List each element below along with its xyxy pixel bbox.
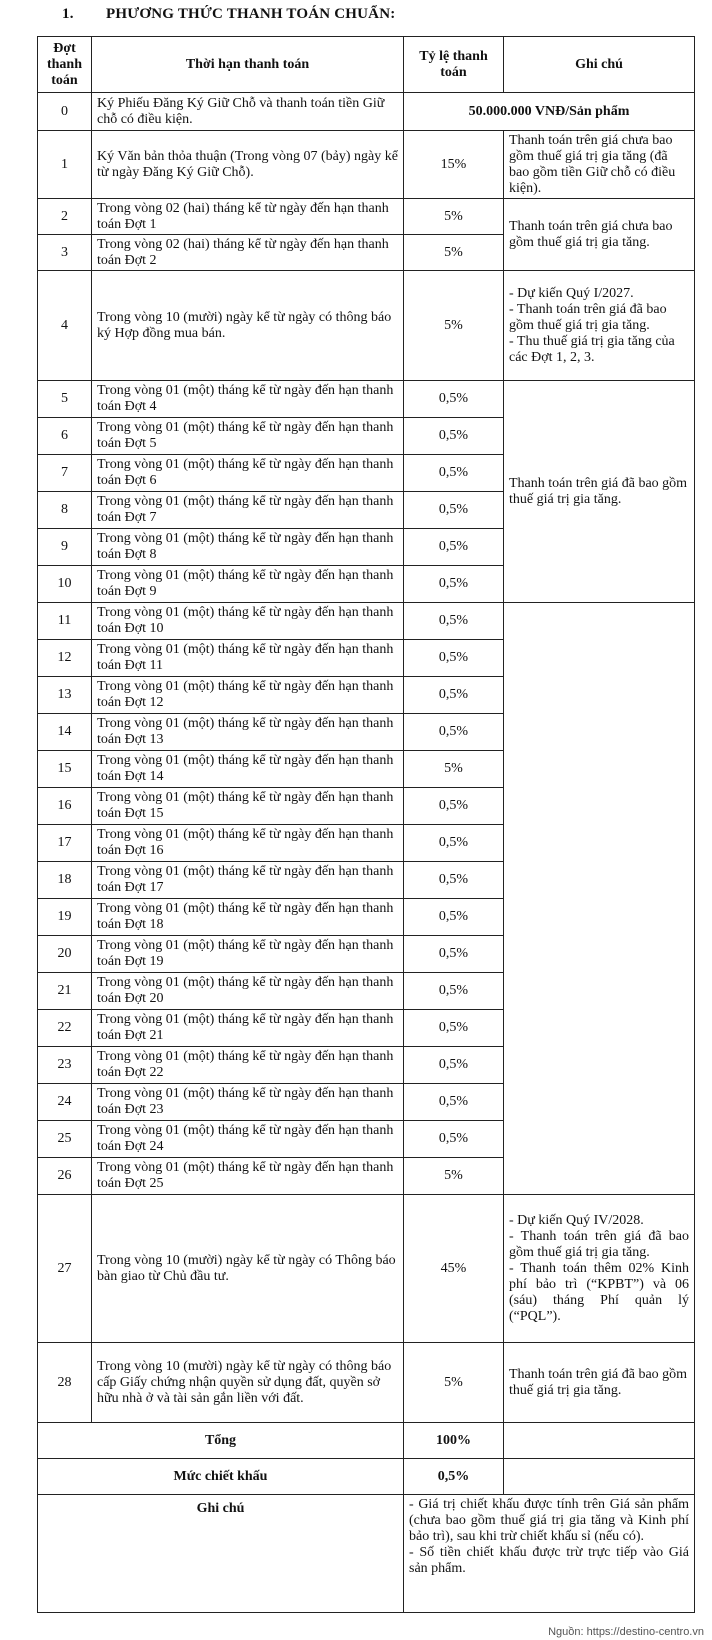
row-number: 20 [38, 936, 92, 973]
row-deadline: Trong vòng 01 (một) tháng kể từ ngày đến hạn thanh toán Đợt 22 [92, 1047, 404, 1084]
row-deadline: Trong vòng 01 (một) tháng kể từ ngày đến hạn thanh toán Đợt 8 [92, 529, 404, 566]
row-number: 19 [38, 899, 92, 936]
row-rate: 0,5% [404, 381, 504, 418]
note-line: - Thanh toán thêm 02% Kinh phí bảo trì (“KPBT”) và 06 (sáu) tháng Phí quản lý (“PQL”). [509, 1260, 689, 1324]
row-rate: 0,5% [404, 1010, 504, 1047]
row-rate: 0,5% [404, 455, 504, 492]
row-number: 27 [38, 1195, 92, 1343]
note-line: - Thu thuế giá trị gia tăng của các Đợt 1, 2, 3. [509, 333, 675, 365]
row-deadline: Trong vòng 01 (một) tháng kể từ ngày đến hạn thanh toán Đợt 21 [92, 1010, 404, 1047]
total-label: Tổng [38, 1423, 404, 1459]
row-rate: 5% [404, 235, 504, 271]
row-deadline: Trong vòng 01 (một) tháng kể từ ngày đến hạn thanh toán Đợt 20 [92, 973, 404, 1010]
row-note [504, 271, 695, 381]
table-header-row [38, 37, 695, 93]
row-deadline: Ký Phiếu Đăng Ký Giữ Chỗ và thanh toán tiền Giữ chỗ có điều kiện. [92, 93, 404, 131]
header-installment: Đợt thanh toán [38, 37, 92, 93]
payment-schedule-table [37, 36, 695, 1613]
row-deadline: Trong vòng 01 (một) tháng kể từ ngày đến hạn thanh toán Đợt 13 [92, 714, 404, 751]
summary-note-row [38, 1495, 695, 1613]
row-deadline: Trong vòng 01 (một) tháng kể từ ngày đến hạn thanh toán Đợt 16 [92, 825, 404, 862]
header-deadline: Thời hạn thanh toán [92, 37, 404, 93]
row-number: 1 [38, 131, 92, 199]
row-rate: 0,5% [404, 529, 504, 566]
row-rate: 0,5% [404, 418, 504, 455]
row-deadline: Trong vòng 01 (một) tháng kể từ ngày đến hạn thanh toán Đợt 18 [92, 899, 404, 936]
row-number: 13 [38, 677, 92, 714]
table-row [38, 603, 695, 640]
section-heading [62, 6, 395, 23]
row-deadline: Trong vòng 01 (một) tháng kể từ ngày đến hạn thanh toán Đợt 12 [92, 677, 404, 714]
note-line: - Thanh toán trên giá đã bao gồm thuế giá trị gia tăng. [509, 301, 667, 333]
table-row [38, 131, 695, 199]
row-deadline: Trong vòng 01 (một) tháng kể từ ngày đến hạn thanh toán Đợt 15 [92, 788, 404, 825]
row-number: 11 [38, 603, 92, 640]
row-number: 14 [38, 714, 92, 751]
row-rate: 0,5% [404, 714, 504, 751]
row-deadline: Trong vòng 01 (một) tháng kể từ ngày đến hạn thanh toán Đợt 17 [92, 862, 404, 899]
note-line: - Dự kiến Quý IV/2028. [509, 1212, 644, 1228]
row-deadline: Trong vòng 01 (một) tháng kể từ ngày đến hạn thanh toán Đợt 6 [92, 455, 404, 492]
row-number: 24 [38, 1084, 92, 1121]
row-rate: 0,5% [404, 1084, 504, 1121]
row-rate: 5% [404, 199, 504, 235]
row-number: 7 [38, 455, 92, 492]
header-note: Ghi chú [504, 37, 695, 93]
row-rate: 0,5% [404, 677, 504, 714]
table-row [38, 271, 695, 381]
row-rate: 5% [404, 751, 504, 788]
row-deadline: Trong vòng 01 (một) tháng kể từ ngày đến hạn thanh toán Đợt 10 [92, 603, 404, 640]
table-row [38, 93, 695, 131]
total-row [38, 1423, 695, 1459]
row-rate: 0,5% [404, 862, 504, 899]
row-number: 26 [38, 1158, 92, 1195]
row-deadline: Trong vòng 10 (mười) ngày kể từ ngày có thông báo cấp Giấy chứng nhận quyền sử dụng đất, quyền sở hữu nhà ở và tài sản gắn liền với đất. [92, 1343, 404, 1423]
row-number: 3 [38, 235, 92, 271]
note-line: - Số tiền chiết khấu được trừ trực tiếp vào Giá sản phẩm. [409, 1545, 689, 1576]
total-value: 100% [404, 1423, 504, 1459]
row-number: 18 [38, 862, 92, 899]
row-rate: 0,5% [404, 825, 504, 862]
row-rate: 5% [404, 271, 504, 381]
row-number: 21 [38, 973, 92, 1010]
row-deadline: Trong vòng 10 (mười) ngày kể từ ngày có Thông báo bàn giao từ Chủ đầu tư. [92, 1195, 404, 1343]
row-deadline: Ký Văn bản thỏa thuận (Trong vòng 07 (bảy) ngày kể từ ngày Đăng Ký Giữ Chỗ). [92, 131, 404, 199]
row-note: Thanh toán trên giá chưa bao gồm thuế giá trị gia tăng. [504, 199, 695, 271]
row-deadline: Trong vòng 01 (một) tháng kể từ ngày đến hạn thanh toán Đợt 7 [92, 492, 404, 529]
table-row [38, 199, 695, 235]
row-rate: 0,5% [404, 566, 504, 603]
row-deadline: Trong vòng 01 (một) tháng kể từ ngày đến hạn thanh toán Đợt 11 [92, 640, 404, 677]
row-deadline: Trong vòng 01 (một) tháng kể từ ngày đến hạn thanh toán Đợt 5 [92, 418, 404, 455]
row-number: 4 [38, 271, 92, 381]
row-note [504, 1195, 695, 1343]
row-note: Thanh toán trên giá chưa bao gồm thuế giá trị gia tăng (đã bao gồm tiền Giữ chỗ có điều kiện). [504, 131, 695, 199]
row-number: 6 [38, 418, 92, 455]
row-number: 25 [38, 1121, 92, 1158]
row-number: 22 [38, 1010, 92, 1047]
source-watermark: Nguồn: https://destino-centro.vn [548, 1626, 704, 1638]
row-rate: 0,5% [404, 1121, 504, 1158]
row-number: 8 [38, 492, 92, 529]
row-number: 16 [38, 788, 92, 825]
row-deadline: Trong vòng 01 (một) tháng kể từ ngày đến hạn thanh toán Đợt 19 [92, 936, 404, 973]
row-rate: 0,5% [404, 936, 504, 973]
row-rate: 45% [404, 1195, 504, 1343]
row-number: 5 [38, 381, 92, 418]
table-row [38, 381, 695, 418]
row-number: 15 [38, 751, 92, 788]
row-deadline: Trong vòng 01 (một) tháng kể từ ngày đến hạn thanh toán Đợt 24 [92, 1121, 404, 1158]
row-rate: 5% [404, 1158, 504, 1195]
empty-note-cell [504, 603, 695, 1195]
row-deadline: Trong vòng 01 (một) tháng kể từ ngày đến hạn thanh toán Đợt 25 [92, 1158, 404, 1195]
note-line: - Giá trị chiết khấu được tính trên Giá sản phẩm (chưa bao gồm thuế giá trị gia tăng và Kinh phí bảo trì), sau khi trừ chiết khấu sỉ (nếu có). [409, 1497, 689, 1544]
row-number: 12 [38, 640, 92, 677]
summary-note-content [404, 1495, 695, 1613]
row-rate: 0,5% [404, 899, 504, 936]
row-rate: 0,5% [404, 640, 504, 677]
header-rate: Tỷ lệ thanh toán [404, 37, 504, 93]
section-title: PHƯƠNG THỨC THANH TOÁN CHUẨN: [106, 6, 396, 22]
empty-cell [504, 1459, 695, 1495]
row-note: Thanh toán trên giá đã bao gồm thuế giá trị gia tăng. [504, 381, 695, 603]
row-deadline: Trong vòng 10 (mười) ngày kể từ ngày có thông báo ký Hợp đồng mua bán. [92, 271, 404, 381]
discount-value: 0,5% [404, 1459, 504, 1495]
table-row [38, 1195, 695, 1343]
row-number: 17 [38, 825, 92, 862]
row-rate: 0,5% [404, 1047, 504, 1084]
row-deadline: Trong vòng 02 (hai) tháng kể từ ngày đến hạn thanh toán Đợt 1 [92, 199, 404, 235]
table-row [38, 1343, 695, 1423]
row-number: 10 [38, 566, 92, 603]
row-rate: 15% [404, 131, 504, 199]
row-rate: 5% [404, 1343, 504, 1423]
summary-note-label: Ghi chú [38, 1495, 404, 1613]
row-rate: 50.000.000 VNĐ/Sản phẩm [404, 93, 695, 131]
row-deadline: Trong vòng 01 (một) tháng kể từ ngày đến hạn thanh toán Đợt 23 [92, 1084, 404, 1121]
row-number: 0 [38, 93, 92, 131]
row-note: Thanh toán trên giá đã bao gồm thuế giá trị gia tăng. [504, 1343, 695, 1423]
row-deadline: Trong vòng 02 (hai) tháng kể từ ngày đến hạn thanh toán Đợt 2 [92, 235, 404, 271]
row-rate: 0,5% [404, 603, 504, 640]
note-line: - Thanh toán trên giá đã bao gồm thuế giá trị gia tăng. [509, 1228, 689, 1260]
row-rate: 0,5% [404, 788, 504, 825]
row-rate: 0,5% [404, 492, 504, 529]
row-deadline: Trong vòng 01 (một) tháng kể từ ngày đến hạn thanh toán Đợt 14 [92, 751, 404, 788]
empty-cell [504, 1423, 695, 1459]
row-number: 2 [38, 199, 92, 235]
section-number: 1. [62, 6, 74, 22]
row-number: 23 [38, 1047, 92, 1084]
row-rate: 0,5% [404, 973, 504, 1010]
note-line: - Dự kiến Quý I/2027. [509, 285, 634, 301]
row-number: 28 [38, 1343, 92, 1423]
row-number: 9 [38, 529, 92, 566]
discount-label: Mức chiết khấu [38, 1459, 404, 1495]
row-deadline: Trong vòng 01 (một) tháng kể từ ngày đến hạn thanh toán Đợt 4 [92, 381, 404, 418]
row-deadline: Trong vòng 01 (một) tháng kể từ ngày đến hạn thanh toán Đợt 9 [92, 566, 404, 603]
discount-row [38, 1459, 695, 1495]
